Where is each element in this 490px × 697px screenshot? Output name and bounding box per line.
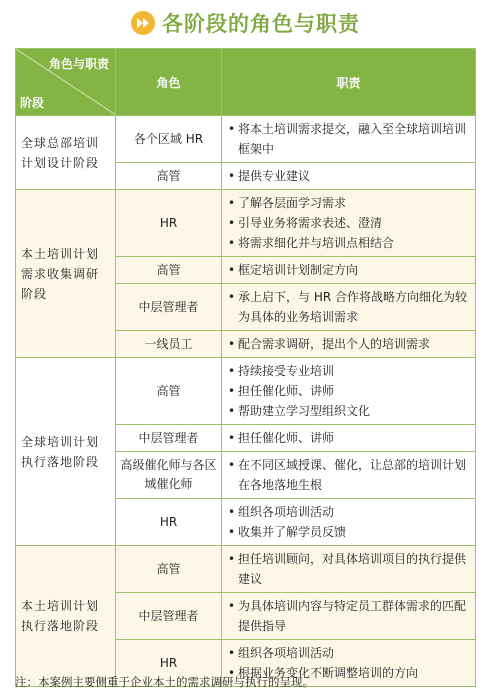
- responsibility-item: • 担任催化师、讲师: [226, 381, 471, 401]
- role-cell: HR: [116, 640, 222, 687]
- responsibility-list: [226, 334, 471, 354]
- role-cell: 高管: [116, 546, 222, 593]
- responsibility-list: [226, 193, 471, 253]
- responsibility-item: • 框定培训计划制定方向: [226, 260, 471, 280]
- responsibility-list: [226, 361, 471, 421]
- table-row: [16, 546, 476, 593]
- responsibility-item: • 组织各项培训活动: [226, 502, 471, 522]
- role-cell: 中层管理者: [116, 425, 222, 452]
- responsibility-cell: [222, 331, 476, 358]
- responsibility-list: [226, 287, 471, 327]
- responsibility-item: • 承上启下，与 HR 合作将战略方向细化为较为具体的业务培训需求: [226, 287, 471, 327]
- header-role-resp-label: 角色与职责: [48, 57, 109, 71]
- role-cell: 一线员工: [116, 331, 222, 358]
- role-cell: 高管: [116, 163, 222, 190]
- footnote: 注：本案例主要侧重于企业本土的需求调研与执行的呈现。: [15, 675, 314, 689]
- roles-table: [15, 48, 476, 687]
- table-row: [16, 116, 476, 163]
- responsibility-list: [226, 455, 471, 495]
- responsibility-cell: [222, 546, 476, 593]
- responsibility-item: • 收集并了解学员反馈: [226, 522, 471, 542]
- responsibility-item: • 配合需求调研，提出个人的培训需求: [226, 334, 471, 354]
- responsibility-item: • 持续接受专业培训: [226, 361, 471, 381]
- role-cell: 高管: [116, 257, 222, 284]
- responsibility-item: • 在不同区域授课、催化，让总部的培训计划在各地落地生根: [226, 455, 471, 495]
- responsibility-cell: [222, 116, 476, 163]
- responsibility-list: [226, 549, 471, 589]
- responsibility-item: • 引导业务将需求表述、澄清: [226, 213, 471, 233]
- responsibility-item: • 为具体培训内容与特定员工群体需求的匹配提供指导: [226, 596, 471, 636]
- responsibility-list: [226, 428, 471, 448]
- role-cell: 中层管理者: [116, 284, 222, 331]
- role-cell: 各个区域 HR: [116, 116, 222, 163]
- responsibility-cell: [222, 593, 476, 640]
- responsibility-item: • 担任培训顾问，对具体培训项目的执行提供建议: [226, 549, 471, 589]
- table-row: [16, 358, 476, 425]
- responsibility-item: • 组织各项培训活动: [226, 643, 471, 663]
- responsibility-cell: [222, 425, 476, 452]
- header-role: 角色: [116, 49, 222, 116]
- responsibility-item: • 担任催化师、讲师: [226, 428, 471, 448]
- responsibility-cell: [222, 190, 476, 257]
- responsibility-item: • 提供专业建议: [226, 166, 471, 186]
- stage-cell: 本土培训计划执行落地阶段: [16, 546, 116, 687]
- role-cell: 中层管理者: [116, 593, 222, 640]
- role-cell: 高级催化师与各区域催化师: [116, 452, 222, 499]
- responsibility-cell: [222, 163, 476, 190]
- responsibility-cell: [222, 452, 476, 499]
- table-row: [16, 190, 476, 257]
- stage-cell: 全球培训计划执行落地阶段: [16, 358, 116, 546]
- stage-cell: 全球总部培训计划设计阶段: [16, 116, 116, 190]
- role-cell: HR: [116, 190, 222, 257]
- responsibility-cell: [222, 284, 476, 331]
- responsibility-list: [226, 260, 471, 280]
- role-cell: HR: [116, 499, 222, 546]
- header-diagonal-cell: [16, 49, 116, 116]
- title-bar: [0, 6, 490, 40]
- responsibility-cell: [222, 358, 476, 425]
- header-responsibility: 职责: [222, 49, 476, 116]
- responsibility-cell: [222, 257, 476, 284]
- page-title: 各阶段的角色与职责: [162, 11, 360, 36]
- responsibility-item: • 将需求细化并与培训点相结合: [226, 233, 471, 253]
- responsibility-list: [226, 502, 471, 542]
- responsibility-item: • 根据业务变化不断调整培训的方向: [226, 663, 471, 683]
- responsibility-cell: [222, 499, 476, 546]
- responsibility-item: • 了解各层面学习需求: [226, 193, 471, 213]
- responsibility-list: [226, 596, 471, 636]
- fast-forward-icon: [130, 10, 156, 36]
- role-cell: 高管: [116, 358, 222, 425]
- responsibility-list: [226, 166, 471, 186]
- responsibility-item: • 将本土培训需求提交，融入至全球培训培训框架中: [226, 119, 471, 159]
- responsibility-list: [226, 119, 471, 159]
- header-stage-label: 阶段: [20, 96, 45, 110]
- stage-cell: 本土培训计划需求收集调研阶段: [16, 190, 116, 358]
- responsibility-item: • 帮助建立学习型组织文化: [226, 401, 471, 421]
